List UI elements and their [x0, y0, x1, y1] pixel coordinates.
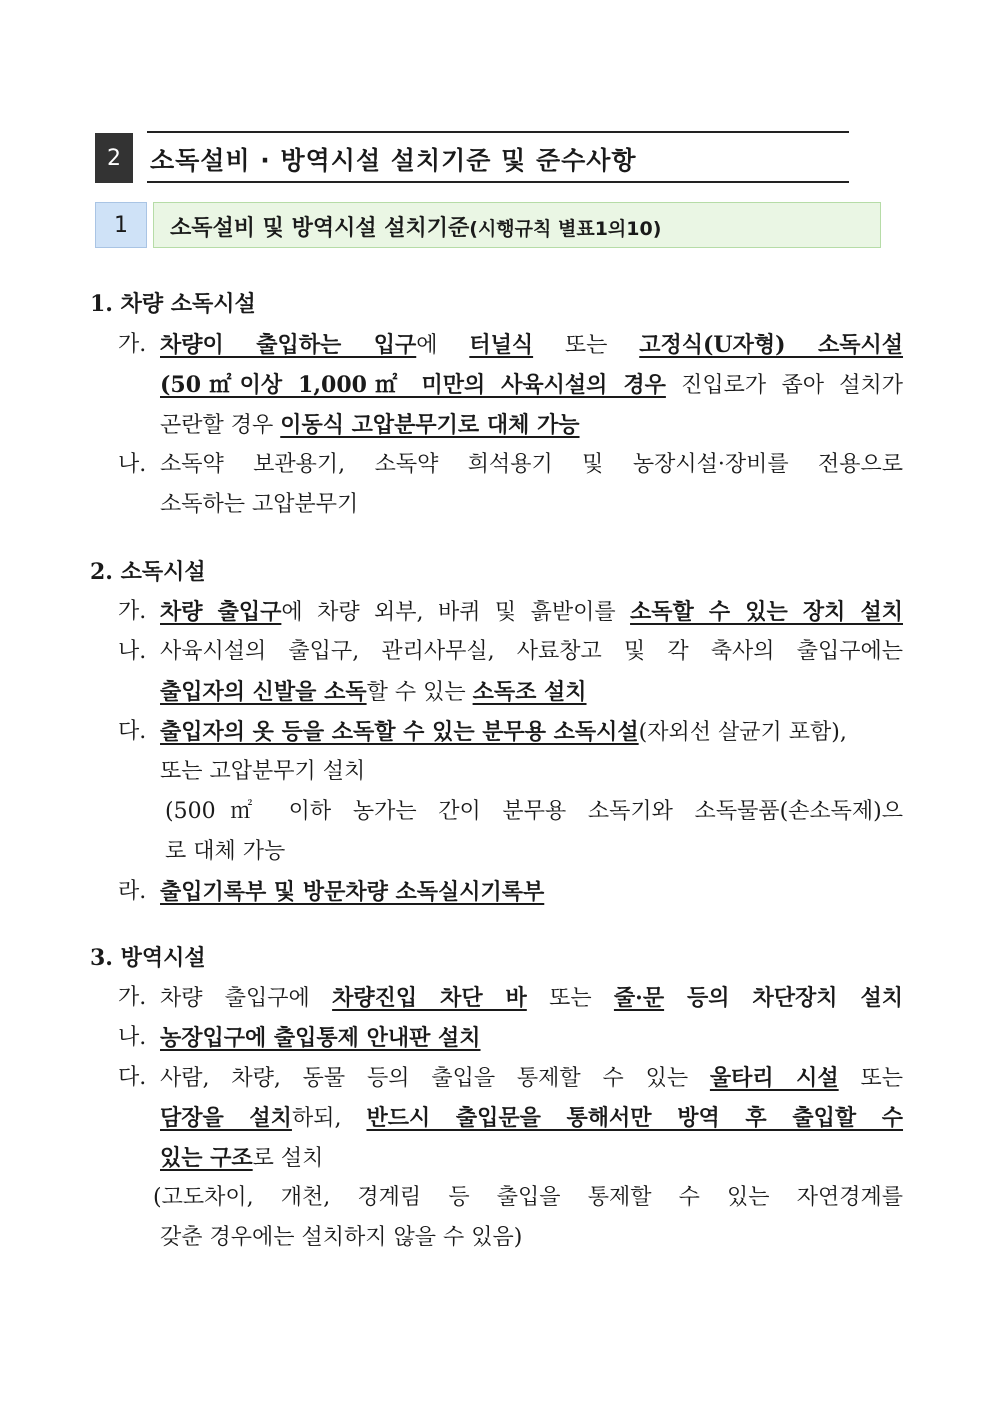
item-1-ga-line1 [160, 330, 903, 361]
text-underlined: (50㎡이상 1,000㎡ 미만의 사육시설의 경우 [160, 372, 666, 398]
item-3-da-line2 [160, 1103, 903, 1134]
text-plain: 또는 [526, 986, 614, 1011]
item-1-na-line1: 소독약 보관용기, 소독약 희석용기 및 농장시설·장비를 전용으로 [160, 452, 903, 477]
subsection-number: 1 [95, 202, 147, 248]
item-3-ga-line1 [160, 983, 903, 1014]
item-3-note-line1: (고도차이, 개천, 경계림 등 출입을 통제할 수 있는 자연경계를 [153, 1185, 903, 1210]
text-plain: 로 설치 [252, 1146, 324, 1171]
item-2-da-note-line2: 로 대체 가능 [165, 839, 286, 864]
text-underlined: 차량진입 차단 바 [332, 985, 527, 1011]
item-2-ra-mark: 라. [118, 879, 147, 904]
item-2-da-line1 [160, 717, 847, 748]
text-underlined: 차량이 출입하는 입구 [160, 332, 417, 358]
text-underlined: 소독할 수 있는 장치 설치 [630, 599, 903, 625]
text-plain: 진입로가 좁아 설치가 [665, 373, 904, 398]
text-underlined: 농장입구에 출입통제 안내판 설치 [160, 1025, 481, 1051]
text-underlined: 출입자의 옷 등을 소독할 수 있는 분무용 소독시설 [160, 719, 639, 745]
text-plain: 사람, 차량, 동물 등의 출입을 통제할 수 있는 [160, 1066, 710, 1091]
item-3-na-mark: 나. [118, 1025, 147, 1050]
item-3-da-line1 [160, 1063, 903, 1094]
item-3-da-mark: 다. [118, 1065, 147, 1090]
text-underlined: 울타리 시설 [709, 1065, 839, 1091]
item-3-na-line1 [160, 1023, 481, 1054]
heading-vehicle-disinfection: 1. 차량 소독시설 [90, 291, 256, 317]
text-underlined: 줄·문 [613, 985, 665, 1011]
subsection-header [95, 202, 883, 248]
item-3-da-line3 [160, 1143, 323, 1174]
item-2-da-note-line1: (500㎡ 이하 농가는 간이 분무용 소독기와 소독물품(손소독제)으 [165, 799, 903, 824]
section-header [95, 131, 849, 183]
text-underlined: 터널식 [469, 332, 534, 358]
text-underlined: 고정식(U자형) 소독시설 [639, 332, 904, 358]
text-plain: 또는 [533, 333, 640, 358]
item-2-ga-mark: 가. [118, 599, 147, 624]
item-2-ga-line1 [160, 597, 903, 628]
text-underlined: 있는 구조 [160, 1145, 253, 1171]
text-plain: 할 수 있는 [366, 680, 473, 705]
item-1-ga-line3 [160, 410, 580, 441]
text-plain: (자외선 살균기 포함), [638, 720, 847, 745]
section-title: 소독설비 · 방역시설 설치기준 및 준수사항 [150, 146, 637, 175]
item-1-na-mark: 나. [118, 452, 147, 477]
text-plain: 또는 [838, 1066, 904, 1091]
item-2-na-line1: 사육시설의 출입구, 관리사무실, 사료창고 및 각 축사의 출입구에는 [160, 639, 903, 664]
item-3-ga-mark: 가. [118, 985, 147, 1010]
item-2-da-line2: 또는 고압분무기 설치 [160, 759, 366, 784]
section-rule-top [147, 131, 849, 133]
text-plain: 하되, [291, 1106, 367, 1131]
heading-disinfection-facility: 2. 소독시설 [90, 559, 206, 585]
item-2-na-line2 [160, 677, 587, 708]
subsection-reference: (시행규칙 별표1의10) [469, 218, 662, 240]
subsection-title-box [153, 202, 881, 248]
text-underlined: 출입기록부 및 방문차량 소독실시기록부 [160, 879, 545, 905]
section-rule-bottom [147, 181, 849, 183]
text-plain: 에 차량 외부, 바퀴 및 흙받이를 [281, 600, 631, 625]
text-underlined: 차량 출입구 [160, 599, 282, 625]
text-bold: 등의 차단장치 설치 [664, 985, 903, 1011]
item-1-ga-mark: 가. [118, 332, 147, 357]
item-1-ga-line2 [160, 370, 903, 401]
item-2-na-mark: 나. [118, 639, 147, 664]
item-2-da-mark: 다. [118, 719, 147, 744]
item-1-na-line2: 소독하는 고압분무기 [160, 492, 359, 517]
item-2-ra-line1 [160, 877, 544, 908]
section-number: 2 [95, 133, 133, 183]
text-plain: 차량 출입구에 [160, 986, 333, 1011]
text-underlined: 담장을 설치 [160, 1105, 292, 1131]
item-3-note-line2: 갖춘 경우에는 설치하지 않을 수 있음) [160, 1225, 523, 1250]
heading-quarantine-facility: 3. 방역시설 [90, 945, 206, 971]
text-underlined: 반드시 출입문을 통해서만 방역 후 출입할 수 [366, 1105, 904, 1131]
text-underlined: 소독조 설치 [472, 679, 587, 705]
text-underlined: 이동식 고압분무기로 대체 가능 [280, 412, 580, 438]
text-plain: 곤란할 경우 [160, 413, 281, 438]
text-plain: 에 [416, 333, 470, 358]
subsection-title-text: 소독설비 및 방역시설 설치기준 [170, 216, 470, 241]
subsection-title [170, 211, 661, 242]
text-underlined: 출입자의 신발을 소독 [160, 679, 367, 705]
